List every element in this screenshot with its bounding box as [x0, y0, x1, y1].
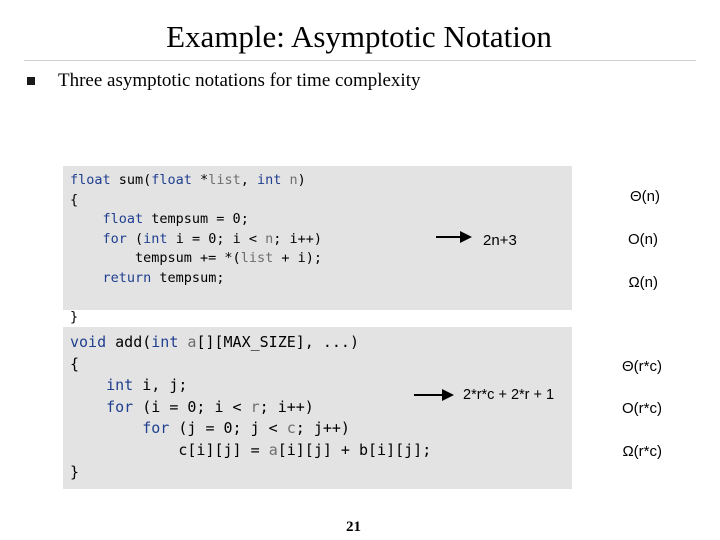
- code-token: a: [268, 441, 278, 459]
- code-line: [70, 417, 350, 439]
- code-line: [70, 374, 187, 396]
- code-line: [70, 170, 306, 190]
- code-token: for: [106, 397, 134, 416]
- code-token: (i = 0; i <: [133, 397, 251, 416]
- arrow-right-icon: [436, 230, 472, 244]
- code-line: [70, 248, 322, 268]
- code-token: tempsum += *(: [70, 250, 241, 267]
- slide-title: Example: Asymptotic Notation: [166, 19, 552, 54]
- bullet-text: Three asymptotic notations for time complexity: [58, 70, 421, 91]
- code-token: a: [187, 333, 197, 351]
- code-token: return: [102, 270, 152, 286]
- code-token: [70, 398, 106, 416]
- code-token: list: [208, 172, 241, 188]
- code-token: float: [102, 211, 144, 228]
- omega-bound-add: Ω(r*c): [622, 443, 662, 460]
- code-line: [70, 190, 78, 210]
- code-token: int: [256, 172, 282, 188]
- code-token: [][MAX_SIZE], ...): [196, 333, 359, 351]
- arrow-right-icon: [414, 388, 454, 402]
- theta-bound-add: Θ(r*c): [622, 358, 662, 375]
- code-line: [70, 439, 431, 461]
- code-token: [70, 419, 142, 437]
- code-line: [70, 353, 79, 375]
- code-token: tempsum;: [151, 270, 225, 286]
- code-line: [70, 461, 79, 483]
- code-line: [70, 268, 224, 288]
- code-token: [70, 376, 106, 394]
- cost-expression-add: 2*r*c + 2*r + 1: [463, 387, 555, 403]
- code-token: tempsum = 0;: [143, 211, 249, 228]
- code-line: [70, 396, 314, 418]
- code-token: + i);: [273, 250, 322, 267]
- code-block-add: [63, 327, 572, 489]
- code-token: ; i++): [273, 230, 323, 247]
- code-token: [70, 231, 103, 247]
- code-token: add(: [106, 333, 152, 351]
- code-token: *: [191, 172, 209, 188]
- code-token: n: [289, 172, 298, 188]
- code-token: for: [102, 230, 127, 247]
- code-token: float: [70, 172, 111, 188]
- code-token: [281, 172, 289, 188]
- code-token: (: [126, 230, 144, 247]
- code-line: [70, 307, 78, 327]
- omega-bound-sum: Ω(n): [628, 274, 658, 291]
- code-token: [70, 270, 103, 286]
- code-line: [70, 209, 249, 229]
- code-token: (j = 0; j <: [169, 419, 287, 438]
- cost-expression-sum: 2n+3: [483, 232, 517, 249]
- code-token: sum(: [110, 172, 152, 188]
- code-token: {: [70, 354, 80, 373]
- code-line: [70, 331, 359, 353]
- title-rule: [24, 60, 696, 61]
- code-token: ,: [240, 172, 257, 188]
- theta-bound-sum: Θ(n): [630, 188, 660, 205]
- code-token: r: [250, 397, 260, 416]
- code-token: int: [143, 230, 168, 247]
- code-token: i, j;: [133, 376, 188, 395]
- code-token: list: [240, 250, 274, 267]
- code-token: }: [70, 309, 79, 326]
- code-token: ): [297, 172, 306, 188]
- code-token: void: [70, 333, 107, 351]
- code-token: [i][j] + b[i][j];: [277, 441, 432, 459]
- code-token: int: [151, 333, 179, 351]
- code-token: i = 0; i <: [167, 230, 266, 247]
- code-token: n: [265, 230, 274, 247]
- code-token: {: [70, 191, 79, 208]
- code-token: }: [70, 462, 80, 481]
- code-token: [70, 211, 103, 227]
- code-line: [70, 229, 322, 249]
- big-o-bound-add: O(r*c): [622, 400, 662, 417]
- page-number: 21: [346, 519, 361, 535]
- code-token: for: [142, 419, 170, 438]
- code-token: int: [106, 376, 134, 395]
- bullet-square-icon: [27, 77, 35, 85]
- code-token: float: [151, 172, 192, 188]
- code-token: ; i++): [259, 397, 314, 416]
- big-o-bound-sum: O(n): [628, 231, 658, 248]
- code-token: ; j++): [295, 419, 350, 438]
- code-token: c: [286, 419, 296, 438]
- code-token: c[i][j] =: [70, 441, 269, 459]
